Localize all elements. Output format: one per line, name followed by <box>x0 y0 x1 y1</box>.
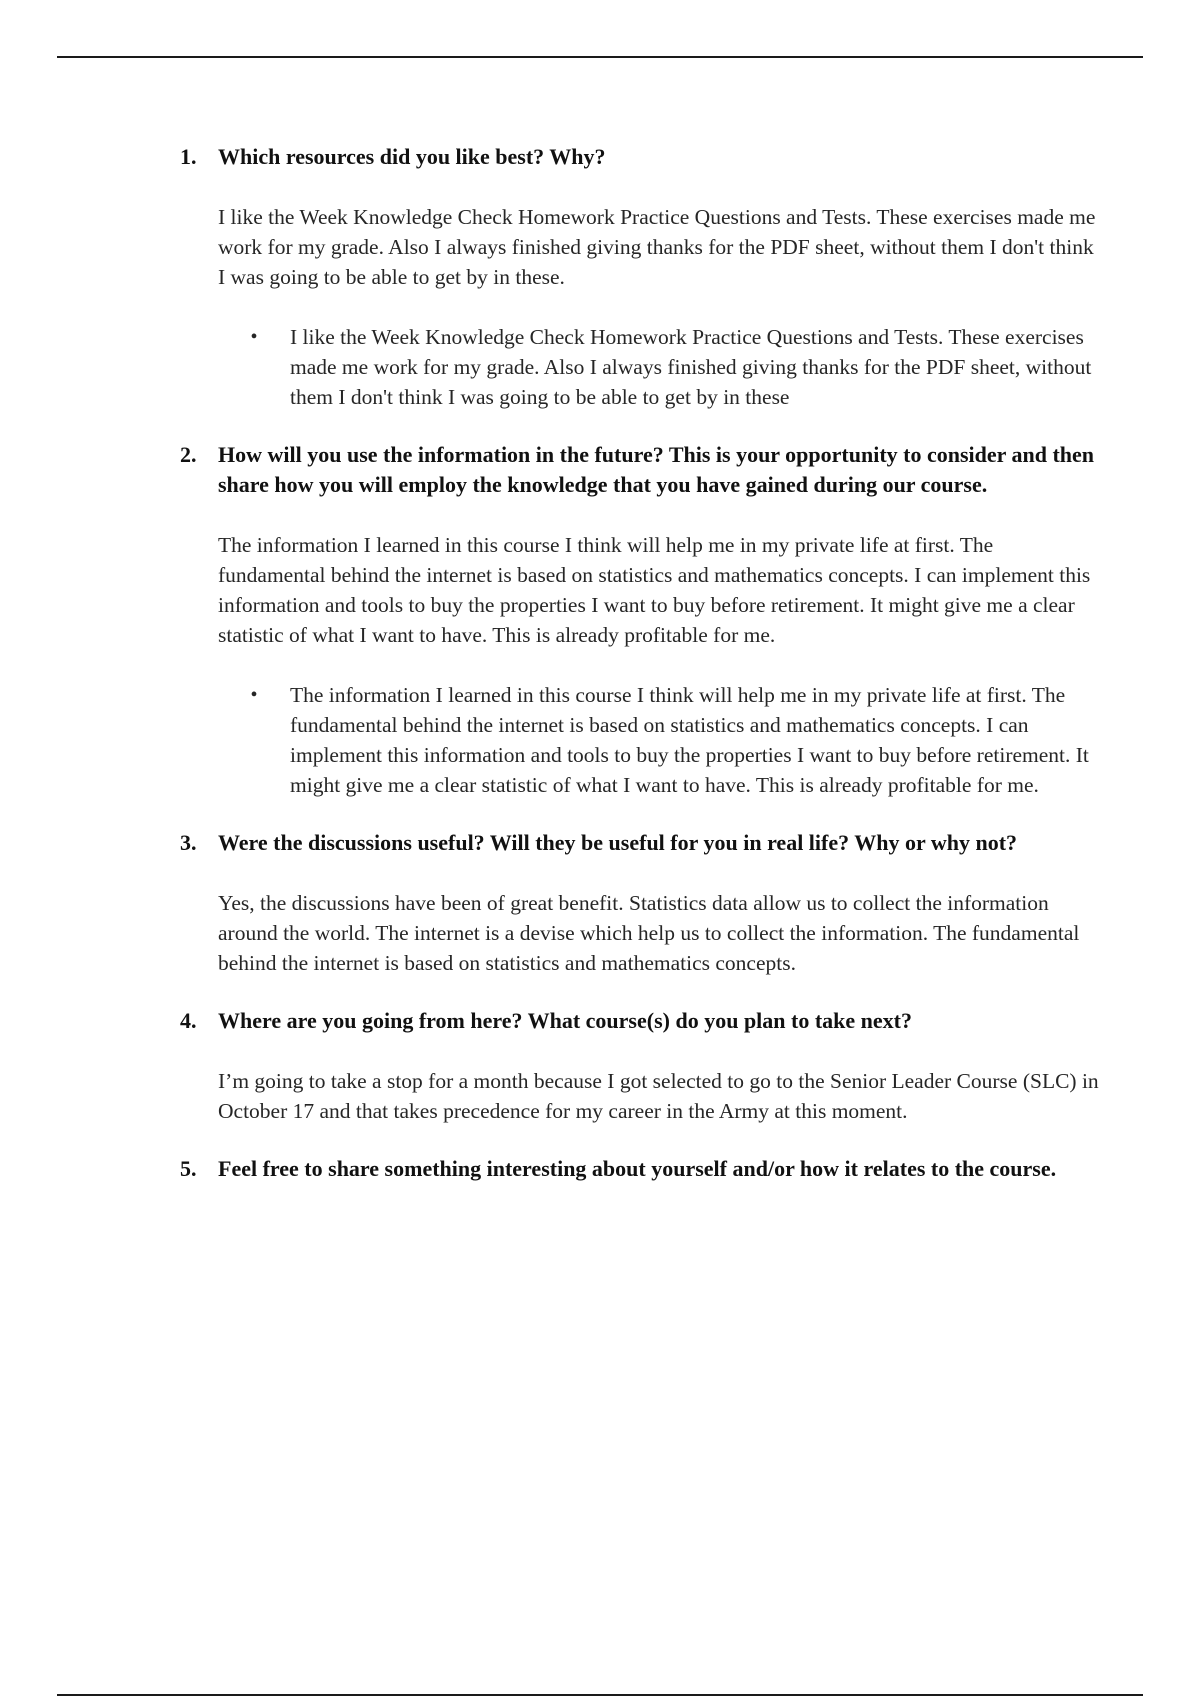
question-block-5 <box>180 1154 1100 1184</box>
question-text: Feel free to share something interesting about yourself and/or how it relates to the course. <box>218 1156 1057 1181</box>
question-heading <box>180 142 1100 172</box>
question-block-1 <box>180 142 1100 412</box>
answer-paragraph: I’m going to take a stop for a month because I got selected to go to the Senior Leader Course (SLC) in October 17 and that takes precedence for my career in the Army at this moment. <box>218 1069 1099 1123</box>
document-body <box>180 142 1100 1212</box>
answer-paragraph: Yes, the discussions have been of great benefit. Statistics data allow us to collect the information around the world. The internet is a devise which help us to collect the information. The fundamental behind the internet is based on statistics and mathematics concepts. <box>218 891 1080 975</box>
question-text: Were the discussions useful? Will they be useful for you in real life? Why or why not? <box>218 830 1018 855</box>
question-heading <box>180 1154 1100 1184</box>
question-number: 3. <box>180 830 197 855</box>
question-heading <box>180 828 1100 858</box>
bullet-list <box>218 322 1100 412</box>
question-number: 5. <box>180 1156 197 1181</box>
question-block-4 <box>180 1006 1100 1126</box>
bullet-marker: • <box>250 326 258 348</box>
question-number: 2. <box>180 442 197 467</box>
bullet-text: I like the Week Knowledge Check Homework Practice Questions and Tests. These exercises made me work for my grade. Also I always finished giving thanks for the PDF sheet, without them I don't think I was going to be able to get by in these <box>290 325 1092 409</box>
question-text: How will you use the information in the future? This is your opportunity to consider and then share how you will employ the knowledge that you have gained during our course. <box>218 442 1095 497</box>
question-number: 4. <box>180 1008 197 1033</box>
bullet-text: The information I learned in this course I think will help me in my private life at first. The fundamental behind the internet is based on statistics and mathematics concepts. I can implement this information and tools to buy the properties I want to buy before retirement. It might give me a clear statistic of what I want to have. This is already profitable for me. <box>290 683 1089 797</box>
top-rule <box>57 56 1143 58</box>
question-block-3 <box>180 828 1100 978</box>
question-text: Which resources did you like best? Why? <box>218 144 606 169</box>
question-block-2 <box>180 440 1100 800</box>
question-heading <box>180 440 1100 500</box>
bullet-item <box>218 680 1100 800</box>
answer-paragraph: I like the Week Knowledge Check Homework Practice Questions and Tests. These exercises made me work for my grade. Also I always finished giving thanks for the PDF sheet, without them I don't think I was going to be able to get by in these. <box>218 205 1096 289</box>
bullet-marker: • <box>250 684 258 706</box>
bullet-list <box>218 680 1100 800</box>
question-text: Where are you going from here? What course(s) do you plan to take next? <box>218 1008 912 1033</box>
bottom-rule <box>57 1694 1143 1696</box>
question-heading <box>180 1006 1100 1036</box>
answer-paragraph: The information I learned in this course I think will help me in my private life at first. The fundamental behind the internet is based on statistics and mathematics concepts. I can implement this information and tools to buy the properties I want to buy before retirement. It might give me a clear statistic of what I want to have. This is already profitable for me. <box>218 533 1091 647</box>
question-number: 1. <box>180 144 197 169</box>
bullet-item <box>218 322 1100 412</box>
